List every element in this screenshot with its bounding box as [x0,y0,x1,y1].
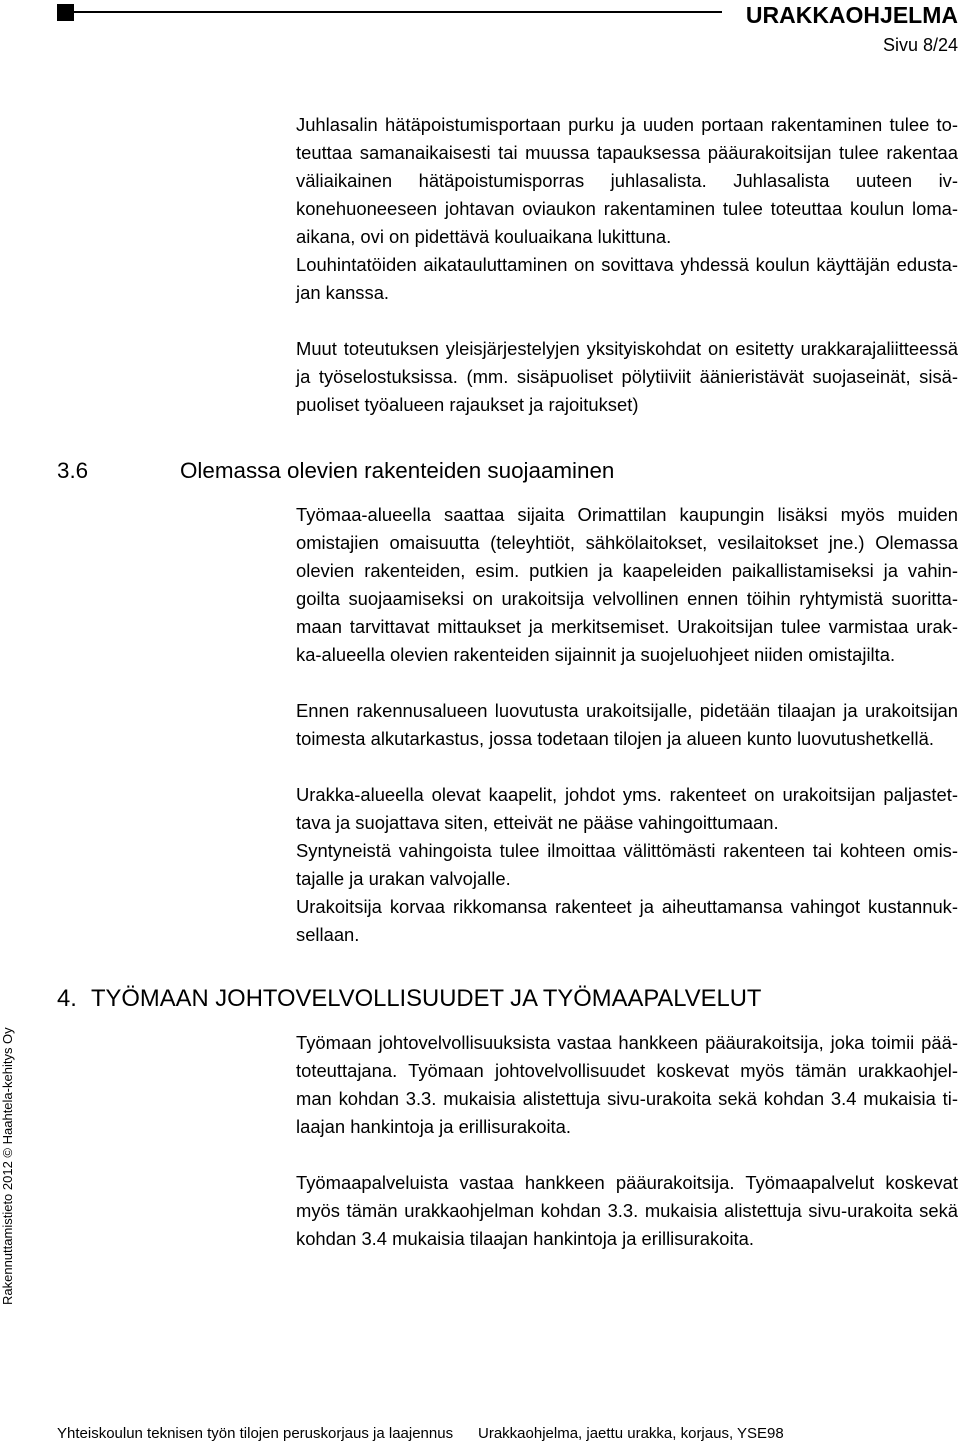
body-text-block [296,335,958,419]
text-line: Urakoitsija korvaa rikkomansa rakenteet ja aiheuttamansa vahingot kustannuk- [296,896,958,917]
paragraph [296,893,958,949]
text-line: Muut toteutuksen yleisjärjestelyjen yksityiskohdat on esitetty urakkarajaliitteessä [296,338,958,359]
paragraph [296,111,958,251]
text-line: toteuttajana. Työmaan johtovelvollisuudet koskevat myös tämän urakkaohjel- [296,1060,958,1081]
section-heading [0,457,960,485]
copyright-side-note: Rakennuttamistieto 2012 © Haahtela-kehitys Oy [0,1027,15,1305]
text-line: väliaikainen hätäpoistumisporras juhlasalista. Juhlasalista uuteen iv- [296,170,958,191]
chapter-number: 4. [57,985,77,1012]
text-line: Juhlasalin hätäpoistumisportaan purku ja uuden portaan rakentaminen tulee to- [296,114,958,135]
paragraph [296,501,958,669]
text-line: sellaan. [296,924,360,945]
text-line: toimesta alkutarkastus, jossa todetaan tilojen ja alueen kunto luovutushetkellä. [296,728,934,749]
text-line: Urakka-alueella olevat kaapelit, johdot yms. rakenteet on urakoitsijan paljastet- [296,784,958,805]
body-text-block [296,1029,958,1141]
text-line: olevien rakenteiden, esim. putkien ja kaapeleiden paikallistamiseksi ja vahin- [296,560,958,581]
section-number: 3.6 [57,458,89,483]
body-text-block [296,501,958,669]
document-title: URAKKAOHJELMA [745,2,958,28]
body-text-block [296,781,958,949]
text-line: laajan hankintoja ja erillisurakoita. [296,1116,571,1137]
paragraph [296,697,958,753]
paragraph [296,781,958,837]
header-rule [74,11,722,13]
text-line: Ennen rakennusalueen luovutusta urakoitsijalle, pidetään tilaajan ja urakoitsijan [296,700,958,721]
body-text-block [296,697,958,753]
text-line: Työmaapalveluista vastaa hankkeen pääurakoitsija. Työmaapalvelut koskevat [296,1172,958,1193]
footer-document-name: Urakkaohjelma, jaettu urakka, korjaus, YSE98 [478,1425,784,1442]
text-line: ka-alueella olevien rakenteiden sijainnit ja suojeluohjeet niiden omistajilta. [296,644,896,665]
section-title: Olemassa olevien rakenteiden suojaaminen [180,458,615,483]
text-line: aikana, ovi on pidettävä kouluaikana lukittuna. [296,226,672,247]
text-line: myös tämän urakkaohjelman kohdan 3.3. mukaisia alistettuja sivu-urakoita sekä [296,1200,958,1221]
paragraph [296,335,958,419]
text-line: Syntyneistä vahingoista tulee ilmoittaa välittömästi rakenteen tai kohteen omis- [296,840,958,861]
text-line: puoliset työalueen rajaukset ja rajoitukset) [296,394,639,415]
text-line: Louhintatöiden aikatauluttaminen on sovittava yhdessä koulun käyttäjän edusta- [296,254,958,275]
body-text-block [296,111,958,307]
text-line: jan kanssa. [296,282,390,303]
text-line: Työmaan johtovelvollisuuksista vastaa hankkeen pääurakoitsija, joka toimii pää- [296,1032,958,1053]
text-line: maan tarvittavat mittaukset ja merkitsemiset. Urakoitsijan tulee varmistaa urak- [296,616,958,637]
text-line: tava ja suojattava siten, etteivät ne pääse vahingoittumaan. [296,812,779,833]
text-line: omistajien omaisuutta (teleyhtiöt, sähkölaitokset, vesilaitokset jne.) Olemassa [296,532,958,553]
text-line: kohdan 3.4 mukaisia tilaajan hankintoja ja erillisurakoita. [296,1228,754,1249]
text-line: konehuoneeseen johtavan oviaukon rakentaminen tulee toteuttaa koulun loma- [296,198,958,219]
text-line: ja työselostuksissa. (mm. sisäpuoliset pölytiiviit äänieristävät suojaseinät, sisä- [296,366,958,387]
text-line: man kohdan 3.3. mukaisia alistettuja sivu-urakoita sekä kohdan 3.4 mukaisia ti- [296,1088,958,1109]
text-line: goilta suojaamiseksi on urakoitsija velvollinen ennen töihin ryhtymistä suoritta- [296,588,958,609]
paragraph [296,1169,958,1253]
header-square-marker [57,4,74,21]
text-line: tajalle ja urakan valvojalle. [296,868,511,889]
page-number: Sivu 8/24 [882,35,958,55]
chapter-title: TYÖMAAN JOHTOVELVOLLISUUDET JA TYÖMAAPALVELUT [91,985,762,1012]
paragraph [296,1029,958,1141]
footer-project-name: Yhteiskoulun teknisen työn tilojen peruskorjaus ja laajennus [57,1425,454,1442]
body-text-block [296,1169,958,1253]
text-line: teuttaa samanaikaisesti tai muussa tapauksessa pääurakoitsijan tulee rakentaa [296,142,958,163]
text-line: Työmaa-alueella saattaa sijaita Orimattilan kaupungin lisäksi myös muiden [296,504,958,525]
paragraph [296,251,958,307]
paragraph [296,837,958,893]
chapter-heading [0,984,960,1014]
